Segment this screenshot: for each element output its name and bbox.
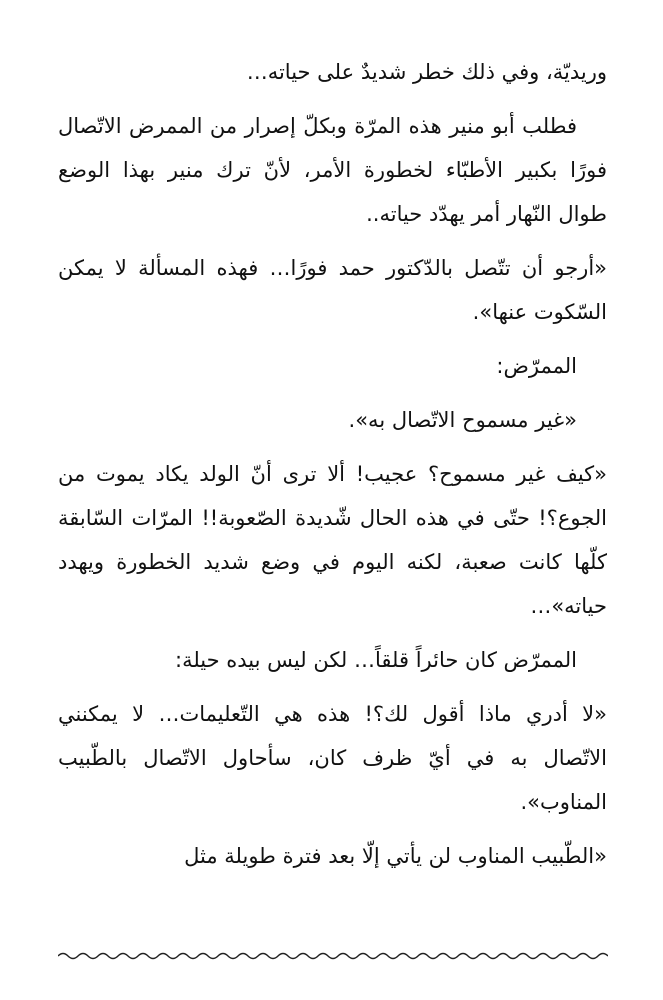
wavy-line bbox=[58, 954, 608, 959]
wavy-divider bbox=[58, 950, 608, 962]
paragraph-5: «غير مسموح الاتّصال به». bbox=[348, 408, 577, 432]
paragraph-7: الممرّض كان حائراً قلقاً… لكن ليس بيده حيلة: bbox=[175, 648, 577, 672]
body-text bbox=[58, 50, 607, 888]
paragraph-3: «أرجو أن تتّصل بالدّكتور حمد فورًا… فهذه المسألة لا يمكن السّكوت عنها». bbox=[58, 256, 607, 324]
paragraph-9: «الطّبيب المناوب لن يأتي إلّا بعد فترة طويلة مثل bbox=[184, 844, 607, 868]
paragraph-4: الممرّض: bbox=[496, 354, 577, 378]
paragraph-1: وريديّة، وفي ذلك خطر شديدٌ على حياته… bbox=[246, 60, 607, 84]
paragraph-2: فطلب أبو منير هذه المرّة وبكلّ إصرار من الممرض الاتّصال فورًا بكبير الأطبّاء لخطورة الأمر، لأنّ ترك منير بهذا الوضع طوال النّهار أمر يهدّد حياته.. bbox=[58, 114, 607, 226]
paragraph-8: «لا أدري ماذا أقول لك؟! هذه هي التّعليمات… لا يمكنني الاتّصال به في أيّ ظرف كان، سأحاول الاتّصال بالطّبيب المناوب». bbox=[58, 702, 607, 814]
paragraph-6: «كيف غير مسموح؟ عجيب! ألا ترى أنّ الولد يكاد يموت من الجوع؟! حتّى في هذه الحال شّديدة الصّعوبة!! المرّات السّابقة كلّها كانت صعبة، لكنه اليوم في وضع شديد الخطورة ويهدد حياته»… bbox=[58, 462, 607, 618]
